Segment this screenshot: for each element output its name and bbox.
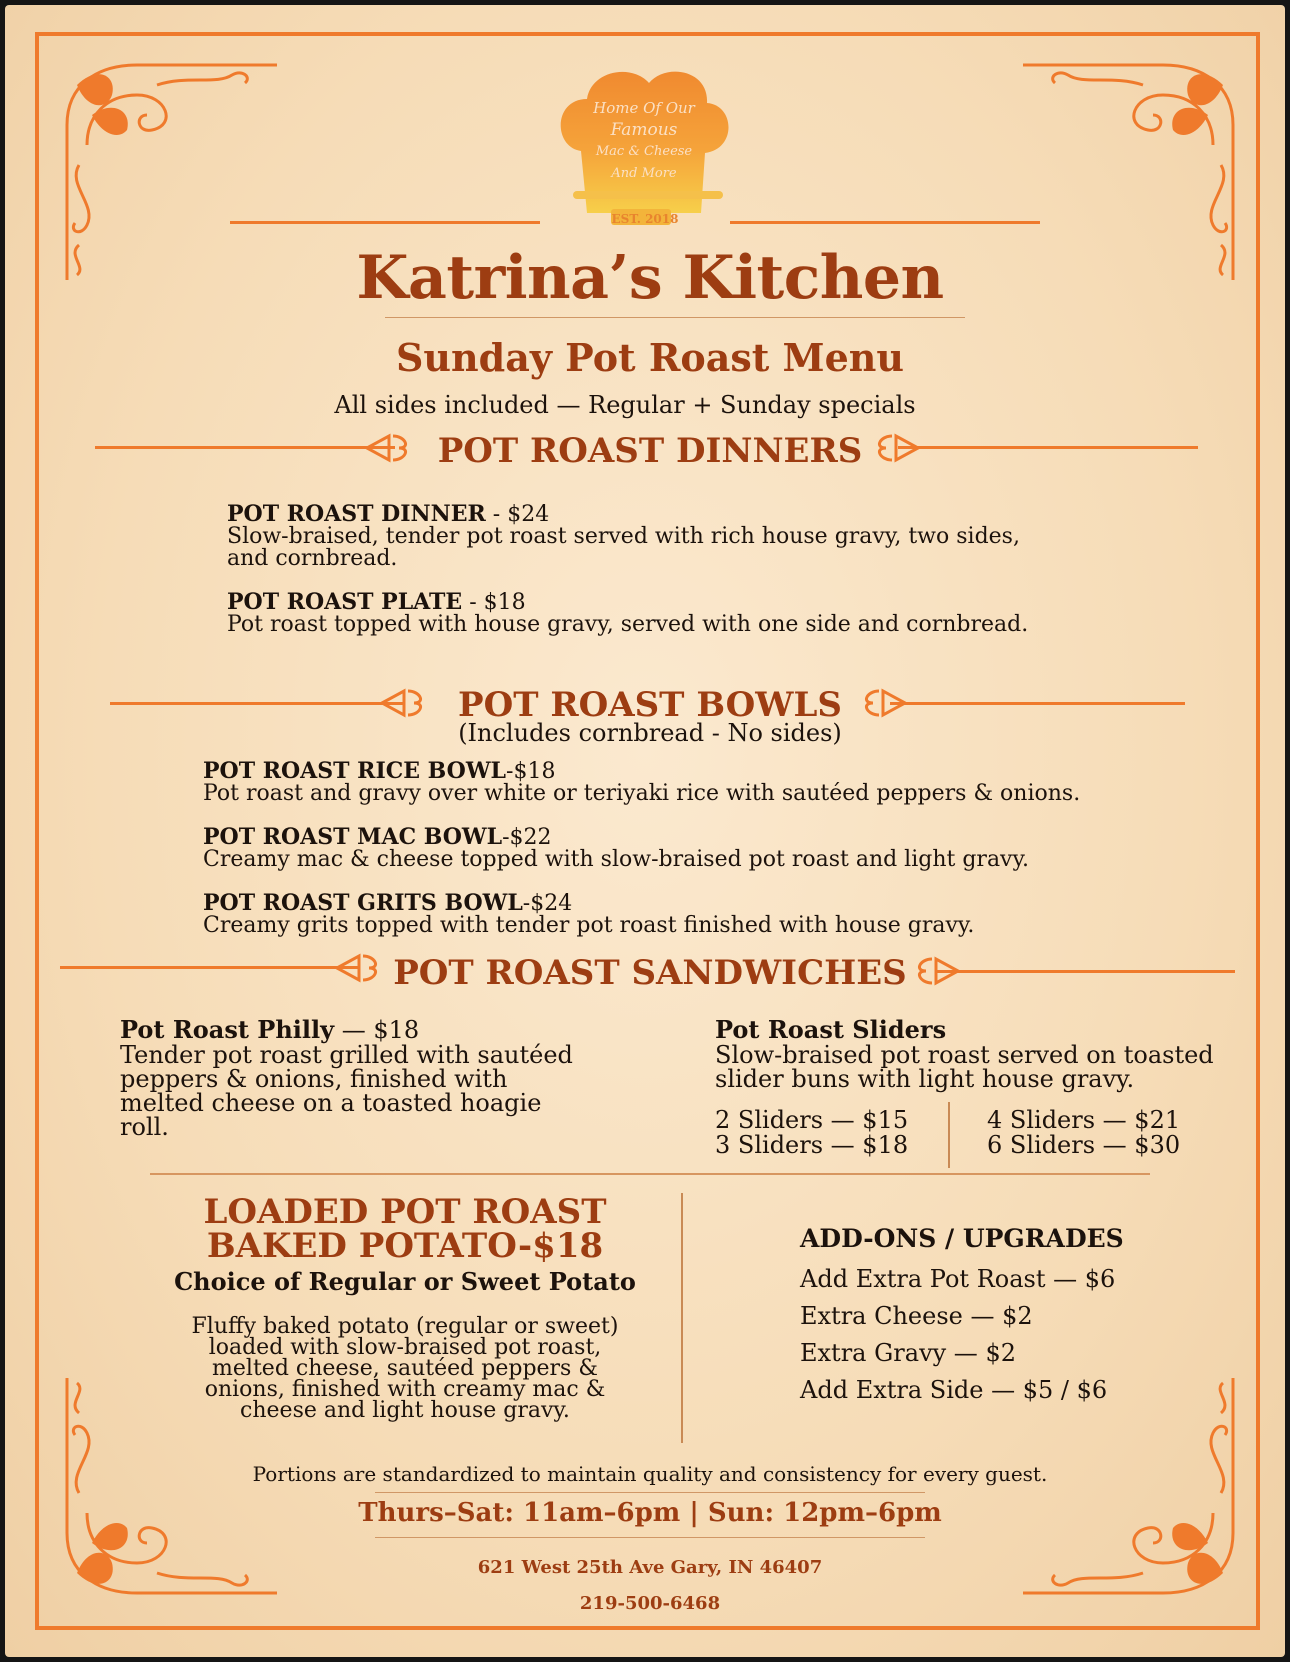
potato-choice: Choice of Regular or Sweet Potato [174,1267,636,1296]
logo-text-line1: Home Of Our [593,99,695,117]
logo-rule-left [230,221,540,224]
item-desc: and cornbread. [227,546,398,571]
section-heading-bowls: POT ROAST BOWLS [458,685,842,725]
phone-number: 219-500-6468 [579,1593,721,1614]
logo-text-line3: Mac & Cheese [595,144,693,159]
item-desc: melted cheese, sautéed peppers & [212,1356,598,1381]
item-desc: peppers & onions, finished with [120,1065,508,1093]
item-desc: onions, finished with creamy mac & [204,1377,606,1402]
menu-item-mac-bowl [203,826,1203,871]
item-price: -$18 [506,759,556,784]
menu-item-plate [227,591,1127,636]
potato-title-line2: BAKED POTATO-$18 [206,1226,604,1266]
item-desc: Pot roast and gravy over white or teriyaki rice with sautéed peppers & onions. [203,781,1081,806]
item-desc: loaded with slow-braised pot roast, [208,1335,602,1360]
column-divider [681,1193,683,1443]
section-heading-sandwiches: POT ROAST SANDWICHES [393,953,907,993]
menu-item-philly [120,1017,640,1139]
sliders-divider [948,1102,950,1168]
business-hours: Thurs–Sat: 11am–6pm | Sun: 12pm–6pm [358,1498,942,1528]
item-name: Pot Roast Philly [120,1015,335,1044]
addon-item: Extra Gravy — $2 [800,1339,1016,1367]
menu-item-sliders [715,1017,1255,1091]
item-price: - $24 [485,502,550,527]
slider-price: 4 Sliders — $21 [987,1106,1181,1134]
slider-prices-right [987,1108,1180,1158]
item-price: — $18 [334,1016,420,1044]
slider-prices-left [715,1108,908,1158]
addon-item: Extra Cheese — $2 [800,1302,1033,1330]
potato-title-line1: LOADED POT ROAST [203,1192,607,1232]
menu-item-dinner [227,503,1127,570]
title-underline [385,317,965,318]
page-title: Katrina’s Kitchen [356,243,944,313]
addon-item: Add Extra Side — $5 / $6 [800,1376,1108,1404]
item-desc: Slow-braised, tender pot roast served with rich house gravy, two sides, [227,524,1020,549]
page-subtitle: Sunday Pot Roast Menu [395,335,905,380]
item-desc: Tender pot roast grilled with sautéed [120,1041,573,1069]
item-name: POT ROAST MAC BOWL [203,824,503,850]
item-name: Pot Roast Sliders [715,1015,947,1044]
potato-title [145,1192,665,1266]
item-desc: Pot roast topped with house gravy, served with one side and cornbread. [227,612,1029,637]
slider-price: 6 Sliders — $30 [987,1131,1181,1159]
item-desc: Slow-braised pot roast served on toasted [715,1041,1214,1069]
hours-rule-bottom [375,1537,925,1538]
item-desc: melted cheese on a toasted hoagie [120,1089,542,1117]
item-desc: Creamy grits topped with tender pot roast finished with house gravy. [203,913,975,938]
hours-rule-top [375,1492,925,1493]
item-desc: cheese and light house gravy. [240,1398,570,1423]
item-name: POT ROAST DINNER [227,501,486,527]
item-name: POT ROAST PLATE [227,589,463,615]
section-divider [150,1173,1150,1175]
portions-note: Portions are standardized to maintain quality and consistency for every guest. [252,1462,1048,1486]
menu-item-rice-bowl [203,760,1203,805]
menu-item-grits-bowl [203,892,1203,937]
section-heading-dinners: POT ROAST DINNERS [437,431,863,471]
logo-est: EST. 2018 [611,212,679,226]
logo-rule-right [730,221,1040,224]
slider-price: 3 Sliders — $18 [715,1131,909,1159]
logo-text-line2: Famous [610,120,678,140]
menu-page [5,5,1285,1657]
item-price: - $18 [462,590,526,615]
item-name: POT ROAST RICE BOWL [203,758,507,784]
item-desc: slider buns with light house gravy. [715,1065,1135,1093]
addons-heading: ADD-ONS / UPGRADES [800,1224,1124,1253]
logo-text-line4: And More [611,166,677,181]
item-desc: Fluffy baked potato (regular or sweet) [191,1314,619,1339]
item-price: -$24 [522,891,573,916]
bowls-note: (Includes cornbread - No sides) [458,719,842,747]
potato-description [145,1316,665,1421]
slider-price: 2 Sliders — $15 [715,1106,909,1134]
addon-item: Add Extra Pot Roast — $6 [800,1265,1116,1293]
item-desc: roll. [120,1113,169,1141]
address: 621 West 25th Ave Gary, IN 46407 [477,1557,823,1578]
addons-list [800,1261,1115,1409]
item-desc: Creamy mac & cheese topped with slow-braised pot roast and light gravy. [203,847,1029,872]
item-price: -$22 [502,825,552,850]
page-tagline: All sides included — Regular + Sunday specials [334,391,916,419]
item-name: POT ROAST GRITS BOWL [203,890,523,916]
